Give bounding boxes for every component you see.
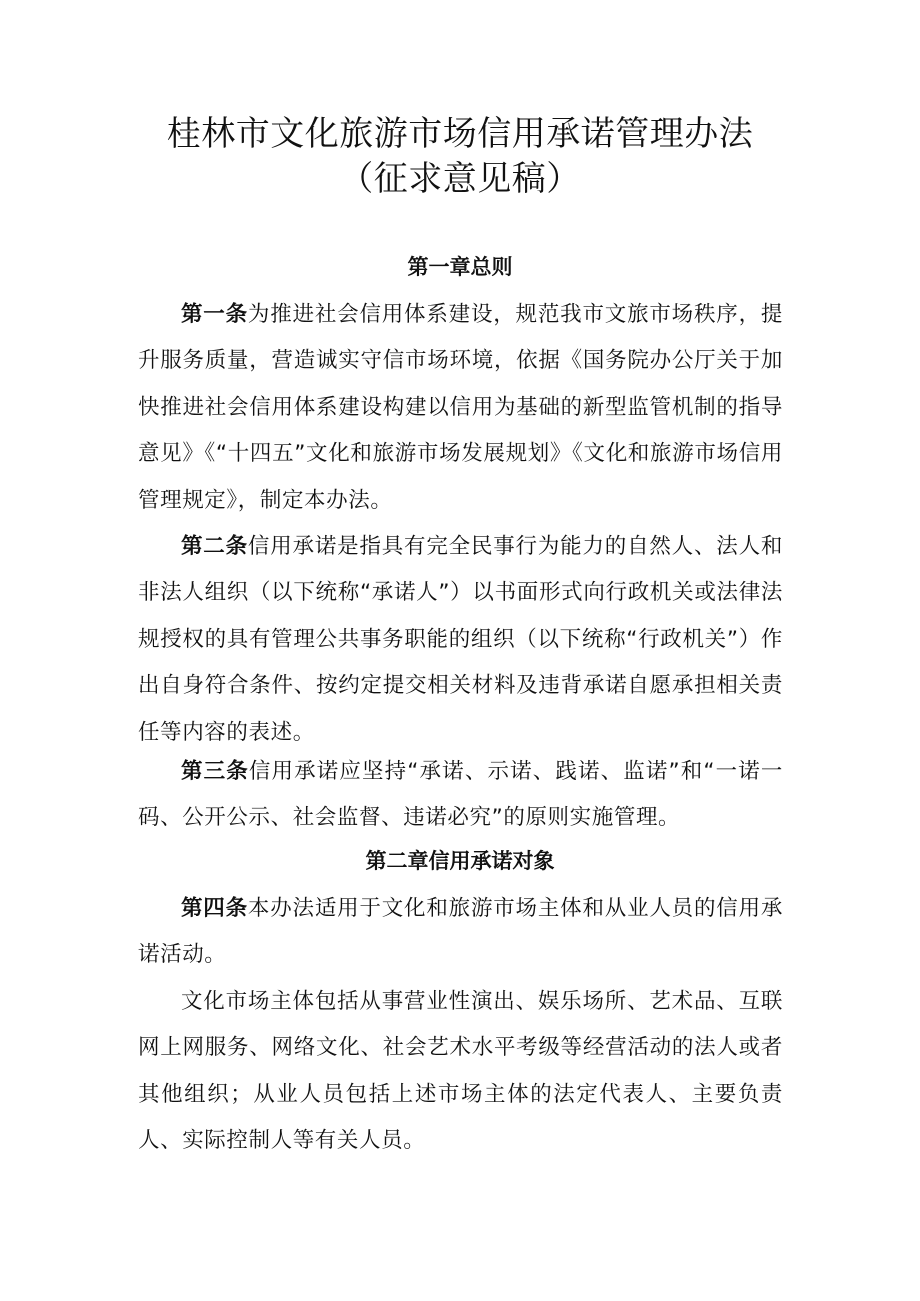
article-paragraph: [138, 749, 783, 842]
article-label: 第一条: [181, 302, 248, 327]
article-text: 本办法适用于文化和旅游市场主体和从业人员的信用承诺活动。: [138, 896, 783, 968]
article-text: 信用承诺应坚持“承诺、示诺、践诺、监诺”和“一诺一码、公开公示、社会监督、违诺必究”的原则实施管理。: [138, 759, 783, 831]
article-text: 信用承诺是指具有完全民事行为能力的自然人、法人和非法人组织（以下统称“承诺人”）以书面形式向行政机关或法律法规授权的具有管理公共事务职能的组织（以下统称“行政机关”）作出自身符合条件、按约定提交相关材料及违背承诺自愿承担相关责任等内容的表述。: [138, 534, 783, 745]
paragraph-text: 文化市场主体包括从事营业性演出、娱乐场所、艺术品、互联网上网服务、网络文化、社会艺术水平考级等经营活动的法人或者其他组织；从业人员包括上述市场主体的法定代表人、主要负责人、实际控制人等有关人员。: [138, 989, 783, 1154]
article-paragraph: [138, 524, 783, 756]
body-paragraph: [138, 979, 783, 1165]
chapter-heading: 第二章信用承诺对象: [365, 849, 555, 873]
article-label: 第二条: [181, 534, 248, 559]
article-text: 为推进社会信用体系建设，规范我市文旅市场秩序，提升服务质量，营造诚实守信市场环境，依据《国务院办公厅关于加快推进社会信用体系建设构建以信用为基础的新型监管机制的指导意见》《“十四五”文化和旅游市场发展规划》《文化和旅游市场信用管理规定》，制定本办法。: [138, 302, 783, 513]
document-subtitle: （征求意见稿）: [339, 159, 581, 199]
article-paragraph: [138, 292, 783, 524]
article-paragraph: [138, 886, 783, 979]
article-label: 第三条: [181, 759, 249, 784]
article-label: 第四条: [181, 896, 248, 921]
document-title: 桂林市文化旅游市场信用承诺管理办法: [166, 114, 754, 154]
chapter-heading: 第一章总则: [407, 255, 513, 279]
